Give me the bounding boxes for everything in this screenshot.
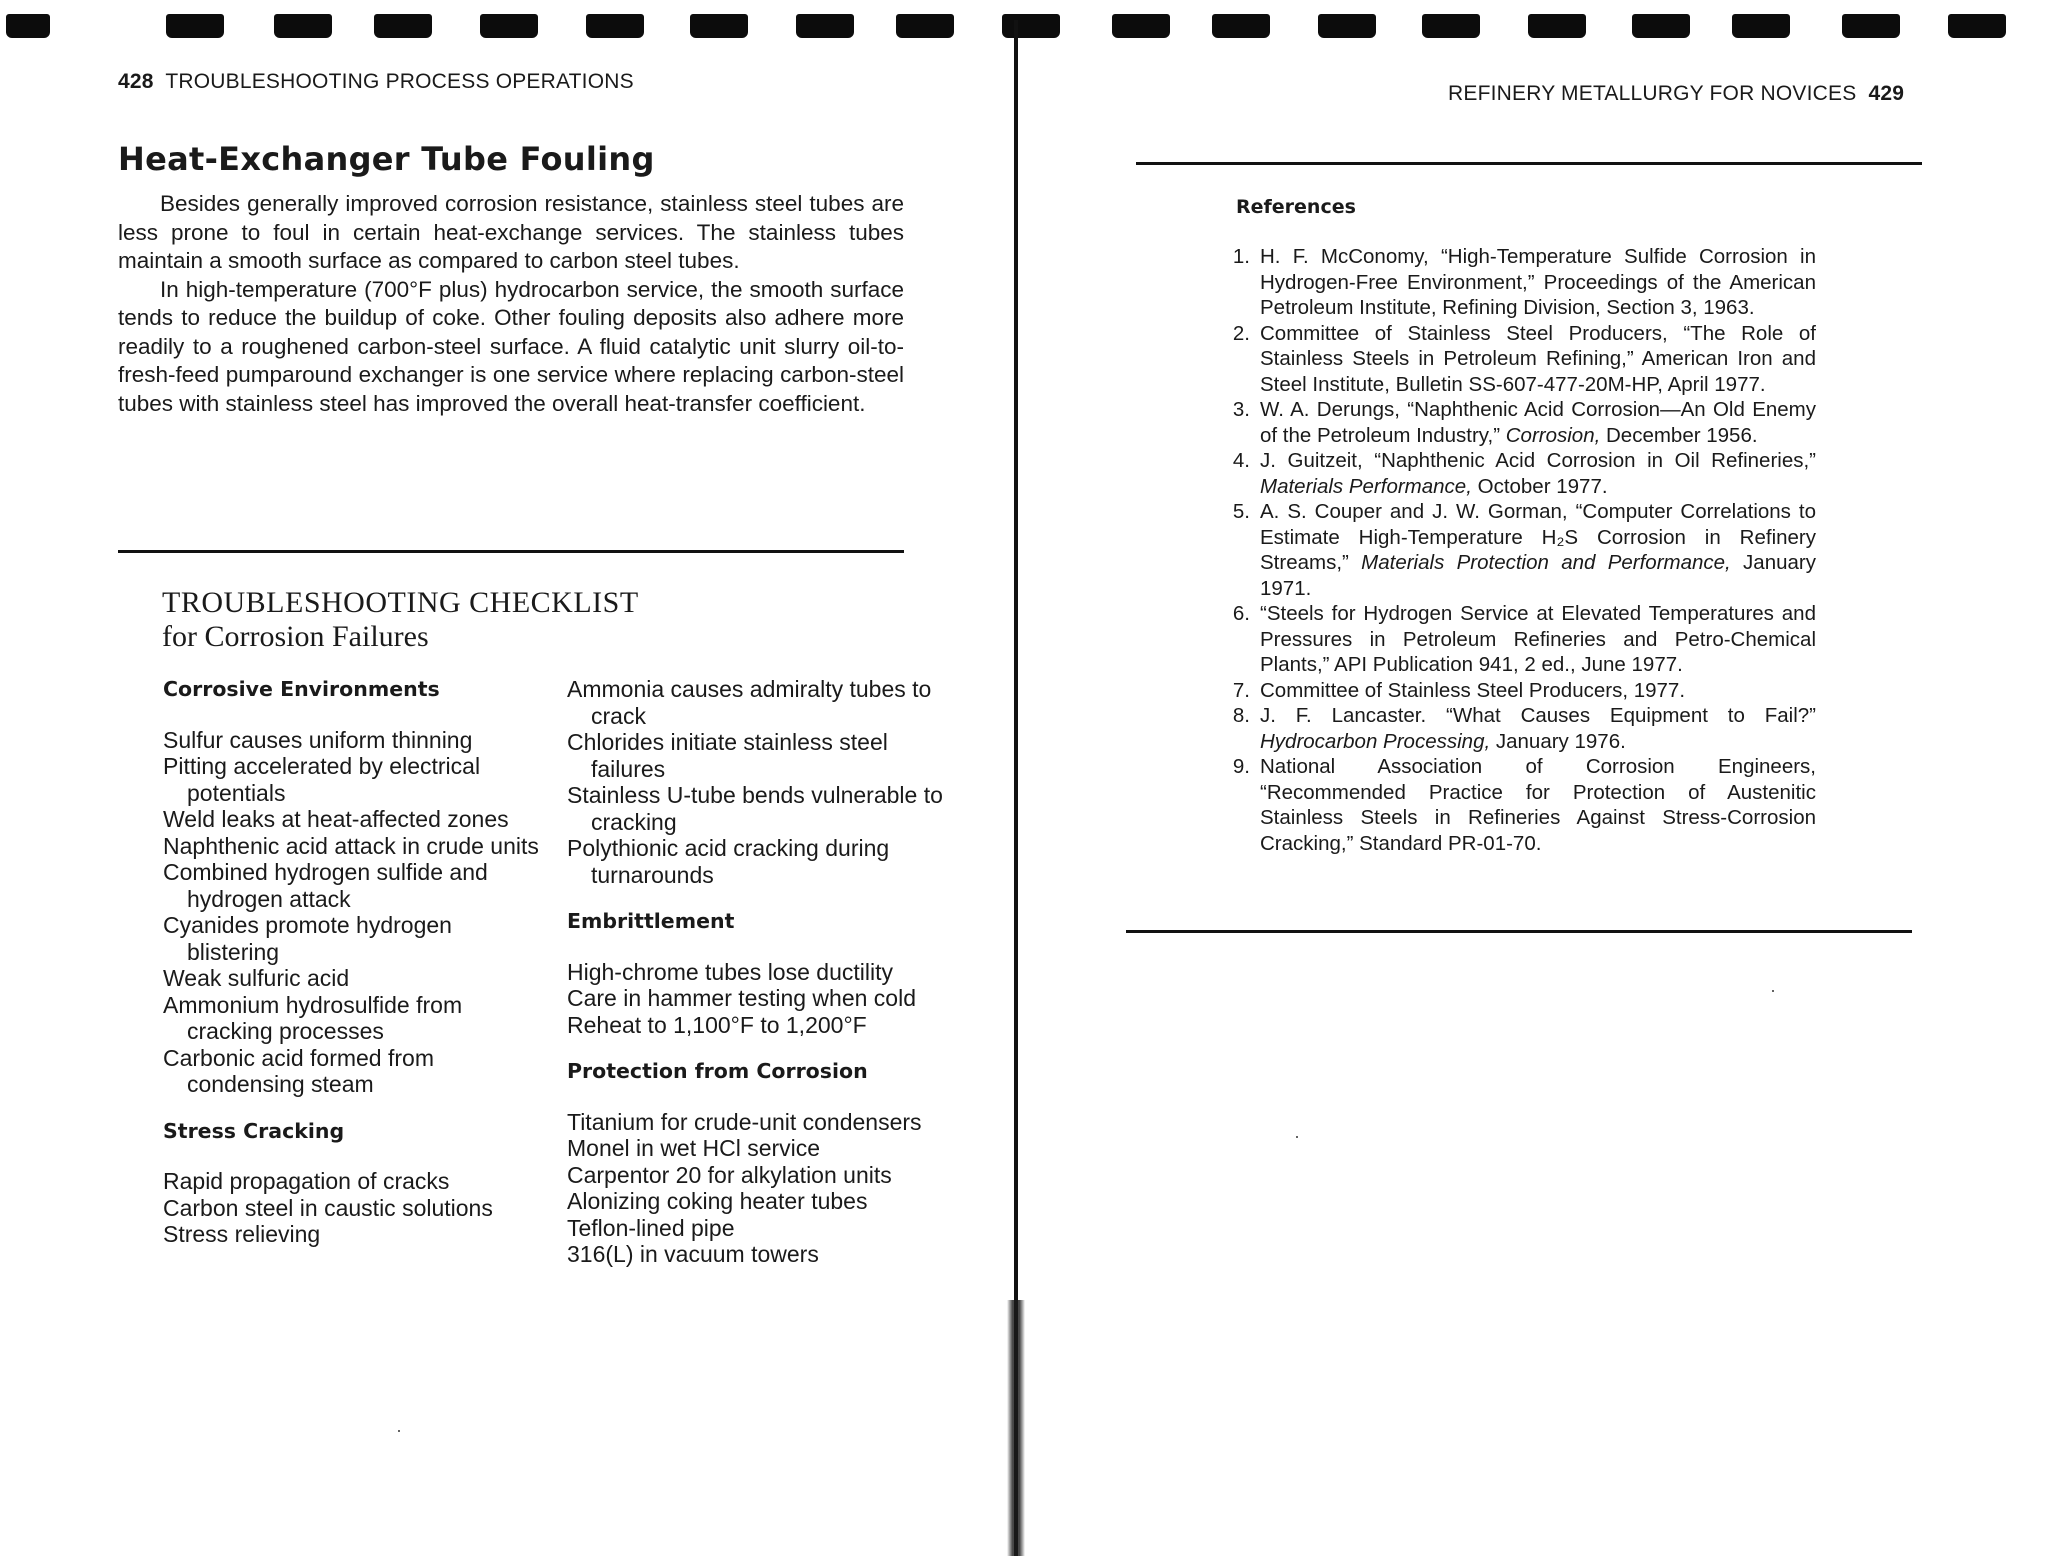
section-body — [118, 190, 904, 418]
binding-hole — [166, 14, 224, 38]
checklist-item: Stress relieving — [163, 1221, 321, 1247]
checklist-item: Alonizing coking heater tubes — [567, 1188, 868, 1214]
binding-hole — [586, 14, 644, 38]
checklist-item: Naphthenic acid attack in crude units — [163, 832, 539, 859]
reference-text: “Steels for Hydrogen Service at Elevated Temperatures and Pressures in Petroleum Refineries and Petro-Chemical Plants,” API Publication 941, 2 ed., June 1977. — [1260, 602, 1816, 676]
binding-hole — [6, 14, 50, 38]
reference-item — [1220, 678, 1816, 704]
reference-item — [1220, 244, 1816, 321]
checklist-item: Polythionic acid cracking during turnarounds — [567, 835, 890, 888]
checklist-item: Titanium for crude-unit condensers — [567, 1108, 922, 1135]
reference-text: W. A. Derungs, “Naphthenic Acid Corrosion—An Old Enemy of the Petroleum Industry,” — [1260, 398, 1816, 447]
references-list — [1220, 244, 1816, 856]
references-top-rule — [1136, 162, 1922, 165]
section-title: Heat-Exchanger Tube Fouling — [118, 140, 655, 178]
binding-hole — [1318, 14, 1376, 38]
reference-number: 2. — [1232, 321, 1250, 345]
checklist-item: Cyanides promote hydrogen blistering — [163, 912, 452, 965]
reference-number: 4. — [1232, 449, 1250, 472]
checklist-item: High-chrome tubes lose ductility — [567, 958, 893, 985]
binding-hole — [480, 14, 538, 38]
checklist-item: Pitting accelerated by electrical potentials — [163, 753, 481, 806]
checklist-item: Rapid propagation of cracks — [163, 1168, 450, 1194]
reference-number: 7. — [1232, 678, 1250, 702]
binding-hole — [796, 14, 854, 38]
checklist-heading: Stress Cracking — [163, 1118, 345, 1143]
checklist-item: Carbonic acid formed from condensing steam — [163, 1044, 434, 1097]
checklist-items — [567, 676, 947, 888]
checklist-items — [163, 727, 543, 1098]
checklist-item: Carbon steel in caustic solutions — [163, 1194, 493, 1221]
checklist-item: Ammonia causes admiralty tubes to crack — [567, 676, 932, 729]
checklist-column-1 — [163, 676, 543, 1268]
spiral-binding — [0, 14, 2048, 40]
checklist-items — [567, 1109, 947, 1268]
spine-shadow — [1007, 1300, 1025, 1556]
reference-number: 8. — [1232, 704, 1250, 727]
reference-text: J. Guitzeit, “Naphthenic Acid Corrosion in Oil Refineries,” — [1260, 449, 1816, 472]
reference-source: Materials Protection and Performance, — [1361, 551, 1731, 574]
checklist-items — [567, 959, 947, 1039]
scan-speck — [1296, 1136, 1298, 1138]
checklist-item: Weld leaks at heat-affected zones — [163, 806, 509, 832]
binding-hole — [374, 14, 432, 38]
right-page-number: 429 — [1868, 82, 1905, 105]
left-running-head — [118, 70, 634, 94]
checklist-heading: Protection from Corrosion — [567, 1059, 868, 1083]
reference-number: 3. — [1232, 398, 1250, 421]
reference-text: H. F. McConomy, “High-Temperature Sulfide Corrosion in Hydrogen-Free Environment,” Proceedings of the American Petroleum Institute, Refining Division, Section 3, 1963. — [1260, 245, 1816, 319]
reference-source: Materials Performance, — [1260, 474, 1472, 498]
binding-hole — [1632, 14, 1690, 38]
reference-source: Corrosion, — [1505, 423, 1601, 447]
reference-date: October 1977. — [1471, 474, 1608, 498]
scan-speck — [1772, 990, 1774, 992]
reference-date: December 1956. — [1600, 423, 1758, 447]
checklist-item: Chlorides initiate stainless steel failures — [567, 729, 888, 782]
checklist-item: Sulfur causes uniform thinning — [163, 726, 473, 753]
checklist-item: Stainless U-tube bends vulnerable to cracking — [567, 782, 943, 835]
checklist-item: Combined hydrogen sulfide and hydrogen attack — [163, 859, 488, 912]
reference-item — [1220, 601, 1816, 678]
checklist-item: 316(L) in vacuum towers — [567, 1241, 819, 1267]
binding-hole — [274, 14, 332, 38]
checklist-items — [163, 1168, 543, 1248]
reference-text: National Association of Corrosion Engineers, “Recommended Practice for Protection of Austenitic Stainless Steels in Refineries Against Stress-Corrosion Cracking,” Standard PR-01-70. — [1260, 755, 1816, 855]
reference-item — [1220, 448, 1816, 499]
checklist-item: Monel in wet HCl service — [567, 1135, 821, 1161]
reference-item — [1220, 499, 1816, 601]
checklist-column-2 — [567, 676, 947, 1288]
binding-hole — [1112, 14, 1170, 38]
binding-hole — [1528, 14, 1586, 38]
left-page-number: 428 — [118, 70, 154, 93]
reference-text: Committee of Stainless Steel Producers, 1977. — [1260, 678, 1686, 702]
reference-number: 9. — [1232, 755, 1250, 778]
reference-text: J. F. Lancaster. “What Causes Equipment to Fail?” — [1260, 704, 1816, 727]
checklist-top-rule — [118, 550, 904, 553]
reference-text: Committee of Stainless Steel Producers, “The Role of Stainless Steels in Petroleum Refining,” American Iron and Steel Institute, Bulletin SS-607-477-20M-HP, April 1977. — [1260, 321, 1816, 396]
reference-item — [1220, 703, 1816, 754]
checklist-subtitle: for Corrosion Failures — [162, 620, 429, 653]
reference-item — [1220, 321, 1816, 398]
reference-item — [1220, 754, 1816, 856]
binding-hole — [896, 14, 954, 38]
binding-hole — [1002, 14, 1060, 38]
binding-hole — [1842, 14, 1900, 38]
binding-hole — [1732, 14, 1790, 38]
reference-number: 1. — [1232, 245, 1250, 268]
binding-hole — [690, 14, 748, 38]
scan-speck — [398, 1430, 400, 1432]
paragraph: Besides generally improved corrosion resistance, stainless steel tubes are less prone to foul in certain heat-exchange services. The stainless tubes maintain a smooth surface as compared to carbon steel tubes. — [118, 191, 904, 273]
reference-number: 6. — [1232, 602, 1250, 625]
checklist-item: Ammonium hydrosulfide from cracking processes — [163, 991, 463, 1044]
checklist-item: Care in hammer testing when cold — [567, 985, 916, 1011]
left-running-title: TROUBLESHOOTING PROCESS OPERATIONS — [165, 70, 634, 93]
binding-hole — [1422, 14, 1480, 38]
references-heading: References — [1236, 196, 1356, 218]
right-running-head — [1448, 82, 1904, 106]
paragraph: In high-temperature (700°F plus) hydrocarbon service, the smooth surface tends to reduce the buildup of coke. Other fouling deposits also adhere more readily to a roughened carbon-steel surface. A fluid catalytic unit slurry oil-to-fresh-feed pumparound exchanger is one service where replacing carbon-steel tubes with stainless steel has improved the overall heat-transfer coefficient. — [118, 276, 904, 416]
reference-source: Hydrocarbon Processing, — [1260, 729, 1491, 753]
reference-item — [1220, 397, 1816, 448]
right-running-title: REFINERY METALLURGY FOR NOVICES — [1448, 82, 1857, 105]
checklist-item: Carpentor 20 for alkylation units — [567, 1161, 892, 1188]
reference-text: A. S. Couper and J. W. Gorman, “Computer Correlations to Estimate High-Temperature H₂S Corrosion in Refinery Streams,” — [1260, 500, 1816, 574]
reference-number: 5. — [1232, 500, 1250, 523]
checklist-item: Weak sulfuric acid — [163, 965, 350, 991]
binding-hole — [1948, 14, 2006, 38]
checklist-item: Teflon-lined pipe — [567, 1214, 735, 1241]
checklist-heading: Corrosive Environments — [163, 677, 440, 701]
reference-date: January 1971. — [1260, 551, 1816, 600]
reference-date: January 1976. — [1490, 729, 1626, 753]
checklist-item: Reheat to 1,100°F to 1,200°F — [567, 1011, 867, 1038]
binding-hole — [1212, 14, 1270, 38]
references-bottom-rule — [1126, 930, 1912, 933]
checklist-heading: Embrittlement — [567, 909, 735, 933]
checklist-title: TROUBLESHOOTING CHECKLIST — [162, 586, 639, 619]
